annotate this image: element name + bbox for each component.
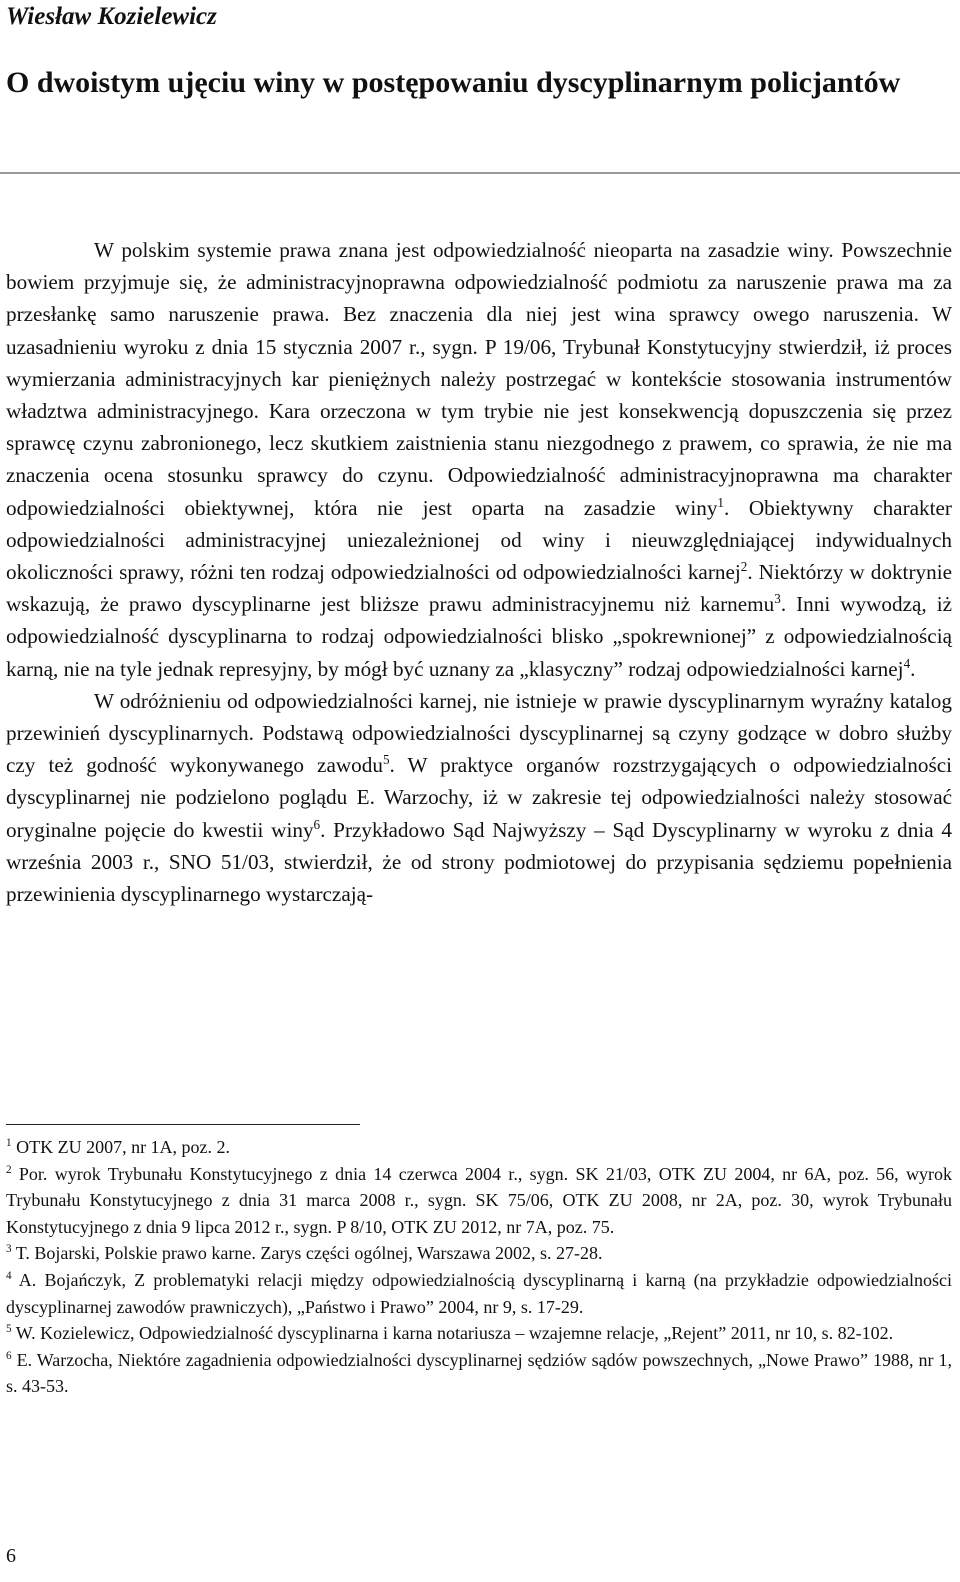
body-text-segment: . xyxy=(910,656,916,681)
footnotes xyxy=(6,1134,952,1400)
footnote-ref-4: 4 xyxy=(903,655,911,671)
footnote-text: W. Kozielewicz, Odpowiedzialność dyscyplinarna i karna notariusza – wzajemne relacje, „Rejent” 2011, nr 10, s. 82-102. xyxy=(11,1323,894,1344)
footnote-number: 3 xyxy=(6,1243,12,1256)
footnote-6 xyxy=(6,1347,952,1400)
footnote-ref-5: 5 xyxy=(382,752,390,768)
body-text-segment: . Inni wywodzą, iż odpowiedzialność dyscyplinarna to rodzaj odpowiedzialności blisko „spokrewnionej” z odpowiedzialnością karną, nie na tyle jednak represyjny, by mógł być uznany za „klasyczny” rodzaj odpowiedzialności karnej xyxy=(6,592,952,681)
footnote-number: 5 xyxy=(6,1323,12,1336)
footnote-text: Por. wyrok Trybunału Konstytucyjnego z dnia 14 czerwca 2004 r., sygn. SK 21/03, OTK ZU 2004, nr 6A, poz. 56, wyrok Trybunału Konstytucyjnego z dnia 31 marca 2008 r., sygn. SK 75/06, OTK ZU 2008, nr 2A, poz. 30, wyrok Trybunału Konstytucyjnego z dnia 9 lipca 2012 r., sygn. P 8/10, OTK ZU 2012, nr 7A, poz. 75. xyxy=(6,1163,952,1237)
body-paragraph-2 xyxy=(6,685,952,910)
footnote-text: OTK ZU 2007, nr 1A, poz. 2. xyxy=(11,1137,231,1157)
footnote-1 xyxy=(6,1134,952,1161)
footnote-4 xyxy=(6,1267,952,1320)
body-text-segment: . Przykładowo Sąd Najwyższy – Sąd Dyscyplinarny w wyroku z dnia 4 września 2003 r., SNO 51/03, stwierdził, że od strony podmiotowej do przypisania sędziemu popełnienia przewinienia dyscyplinarnego wystarczają- xyxy=(6,817,952,907)
author-name: Wiesław Kozielewicz xyxy=(6,3,217,30)
footnote-2 xyxy=(6,1161,952,1241)
footnote-ref-3: 3 xyxy=(774,591,781,607)
body-paragraph-1 xyxy=(6,234,952,685)
header-divider xyxy=(0,172,960,174)
page-number: 6 xyxy=(6,1545,16,1567)
footnote-number: 2 xyxy=(6,1163,12,1176)
footnote-ref-1: 1 xyxy=(717,494,724,510)
article-body xyxy=(6,234,952,910)
body-text-segment: . Niektórzy w doktrynie wskazują, że prawo dyscyplinarne jest bliższe prawu administracyjnemu niż karnemu xyxy=(6,560,952,617)
footnote-number: 6 xyxy=(6,1349,12,1362)
body-text-segment: W polskim systemie prawa znana jest odpowiedzialność nieoparta na zasadzie winy. Powszechnie bowiem przyjmuje się, że administracyjnoprawna odpowiedzialność podmiotu za naruszenie prawa ma za przesłankę samo naruszenie prawa. Bez znaczenia dla niej jest wina sprawcy owego naruszenia. W uzasadnieniu wyroku z dnia 15 stycznia 2007 r., sygn. P 19/06, Trybunał Konstytucyjny stwierdził, iż proces wymierzania administracyjnych kar pieniężnych należy postrzegać w kontekście stosowania instrumentów władztwa administracyjnego. Kara orzeczona w tym trybie nie jest konsekwencją dopuszczenia się przez sprawcę czynu zabronionego, lecz skutkiem zaistnienia stanu niezgodnego z prawem, co sprawia, że nie ma znaczenia ocena stosunku sprawcy do czynu. Odpowiedzialność administracyjnoprawna ma charakter odpowiedzialności obiektywnej, która nie jest oparta na zasadzie winy xyxy=(6,238,952,520)
footnote-ref-6: 6 xyxy=(313,816,321,832)
body-text-segment: . Obiektywny charakter odpowiedzialności administracyjnej uniezależnionej od winy i nieuwzględniającej indywidualnych okoliczności sprawy, różni ten rodzaj odpowiedzialności od odpowiedzialności karnej xyxy=(6,495,952,585)
article-title: O dwoistym ujęciu winy w postępowaniu dyscyplinarnym policjantów xyxy=(6,66,901,99)
footnote-text: E. Warzocha, Niektóre zagadnienia odpowiedzialności dyscyplinarnej sędziów sądów powszechnych, „Nowe Prawo” 1988, nr 1, s. 43-53. xyxy=(6,1349,952,1397)
footnote-5 xyxy=(6,1320,952,1347)
footnote-number: 1 xyxy=(6,1137,12,1149)
footnote-number: 4 xyxy=(6,1269,12,1282)
body-text-segment: W odróżnieniu od odpowiedzialności karnej, nie istnieje w prawie dyscyplinarnym wyraźny katalog przewinień dyscyplinarnych. Podstawą odpowiedzialności dyscyplinarnej są czyny godzące w dobro służby czy też godność wykonywanego zawodu xyxy=(6,688,952,778)
footnote-separator xyxy=(6,1124,360,1125)
body-text-segment: . W praktyce organów rozstrzygających o odpowiedzialności dyscyplinarnej nie podzielono poglądu E. Warzochy, iż w zakresie tej odpowiedzialności należy stosować oryginalne pojęcie do kwestii winy xyxy=(6,753,952,842)
footnote-text: A. Bojańczyk, Z problematyki relacji między odpowiedzialnością dyscyplinarną i karną (na przykładzie odpowiedzialności dyscyplinarnej zawodów prawniczych), „Państwo i Prawo” 2004, nr 9, s. 17-29. xyxy=(6,1269,952,1317)
footnote-3 xyxy=(6,1240,952,1267)
footnote-text: T. Bojarski, Polskie prawo karne. Zarys części ogólnej, Warszawa 2002, s. 27-28. xyxy=(11,1243,603,1264)
footnote-ref-2: 2 xyxy=(740,558,748,574)
